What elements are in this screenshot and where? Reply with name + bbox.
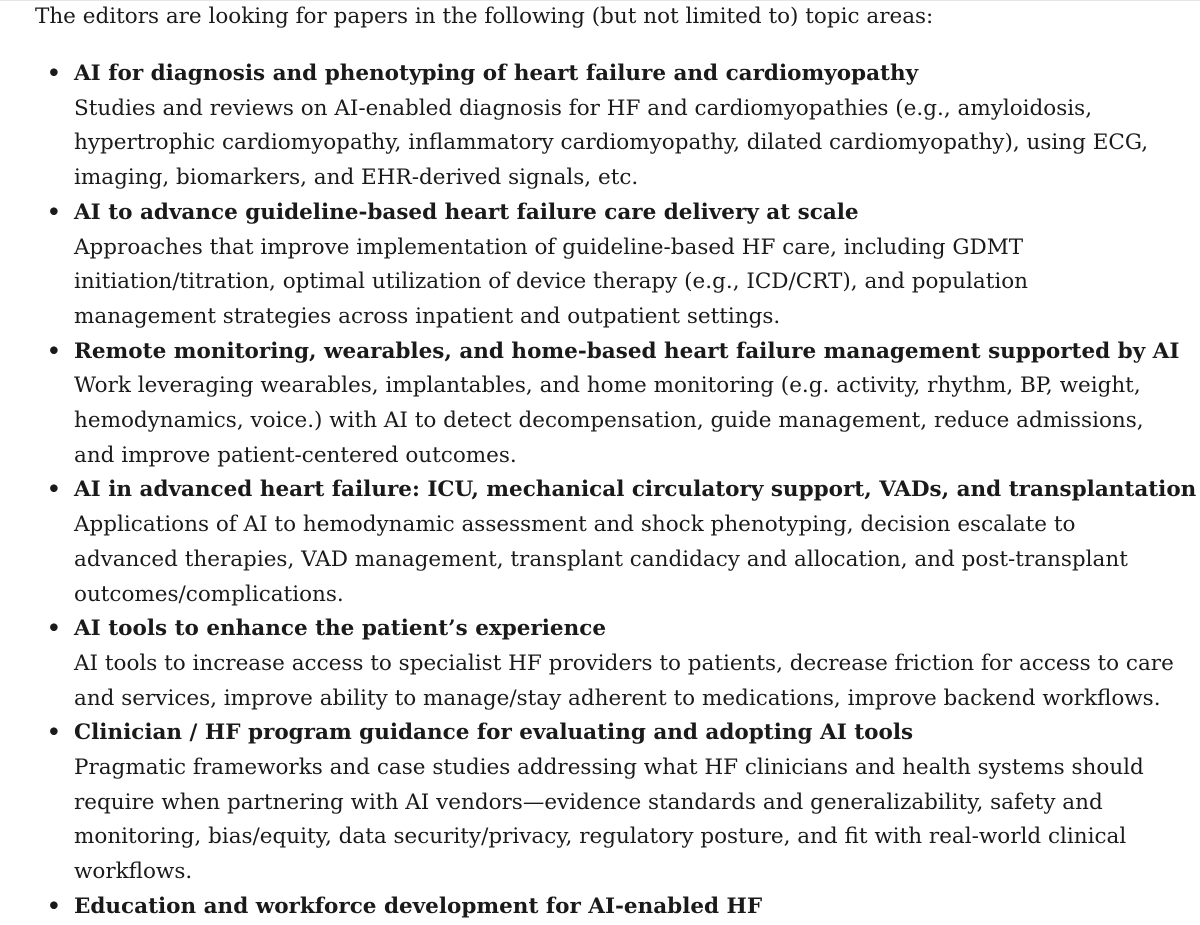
- intro-paragraph: The editors are looking for papers in the following (but not limited to) topic areas:: [35, 4, 934, 29]
- topic-description: Pragmatic frameworks and case studies addressing what HF clinicians and health systems should require when partnering with AI vendors—evidence standards and generalizability, safety and monitoring, bias/equity, data security/privacy, regulatory posture, and fit with real-world clinical workflows.: [74, 755, 1144, 885]
- topic-description: AI tools to increase access to specialist HF providers to patients, decrease friction for access to care and services, improve ability to manage/stay adherent to medications, improve backend workflows.: [74, 650, 1174, 711]
- topic-description: Work leveraging wearables, implantables, and home monitoring (e.g. activity, rhythm, BP, weight, hemodynamics, voice.) with AI to detect decompensation, guide management, reduce admissions, and improve patient-centered outcomes.: [74, 373, 1144, 468]
- topic-description: Approaches that improve implementation of guideline-based HF care, including GDMT initiation/titration, optimal utilization of device therapy (e.g., ICD/CRT), and population management strategies across inpatient and outpatient settings.: [74, 234, 1029, 329]
- topic-title: Remote monitoring, wearables, and home-based heart failure management supported by AI: [74, 338, 1180, 364]
- bullet-icon: •: [47, 893, 61, 919]
- topic-title: AI for diagnosis and phenotyping of heart failure and cardiomyopathy: [74, 61, 919, 86]
- bullet-icon: •: [47, 338, 61, 364]
- topic-item: [0, 473, 1200, 612]
- topic-list: [0, 57, 1200, 925]
- topic-item: [0, 612, 1200, 716]
- bullet-icon: •: [47, 61, 61, 86]
- bullet-icon: •: [47, 720, 61, 746]
- topic-title: Clinician / HF program guidance for evaluating and adopting AI tools: [74, 720, 914, 746]
- topic-item: [0, 196, 1200, 335]
- bullet-icon: •: [47, 616, 61, 642]
- bullet-icon: •: [47, 477, 61, 503]
- topic-description: Applications of AI to hemodynamic assessment and shock phenotyping, decision escalate to advanced therapies, VAD management, transplant candidacy and allocation, and post-transplant outcomes/complications.: [74, 512, 1128, 607]
- topic-item: [0, 890, 1200, 925]
- topic-title: AI tools to enhance the patient’s experience: [74, 616, 606, 642]
- bullet-icon: •: [47, 199, 61, 225]
- topic-item: [0, 335, 1200, 474]
- topic-item: [0, 716, 1200, 890]
- topic-title: AI to advance guideline-based heart failure care delivery at scale: [74, 199, 859, 225]
- topic-title: Education and workforce development for AI-enabled HF: [74, 893, 763, 919]
- topic-item: [0, 57, 1200, 196]
- topic-title: AI in advanced heart failure: ICU, mechanical circulatory support, VADs, and transplantation: [74, 477, 1197, 503]
- topic-description: Studies and reviews on AI-enabled diagnosis for HF and cardiomyopathies (e.g., amyloidosis, hypertrophic cardiomyopathy, inflammatory cardiomyopathy, dilated cardiomyopathy), using ECG, imaging, biomarkers, and EHR-derived signals, etc.: [74, 95, 1149, 191]
